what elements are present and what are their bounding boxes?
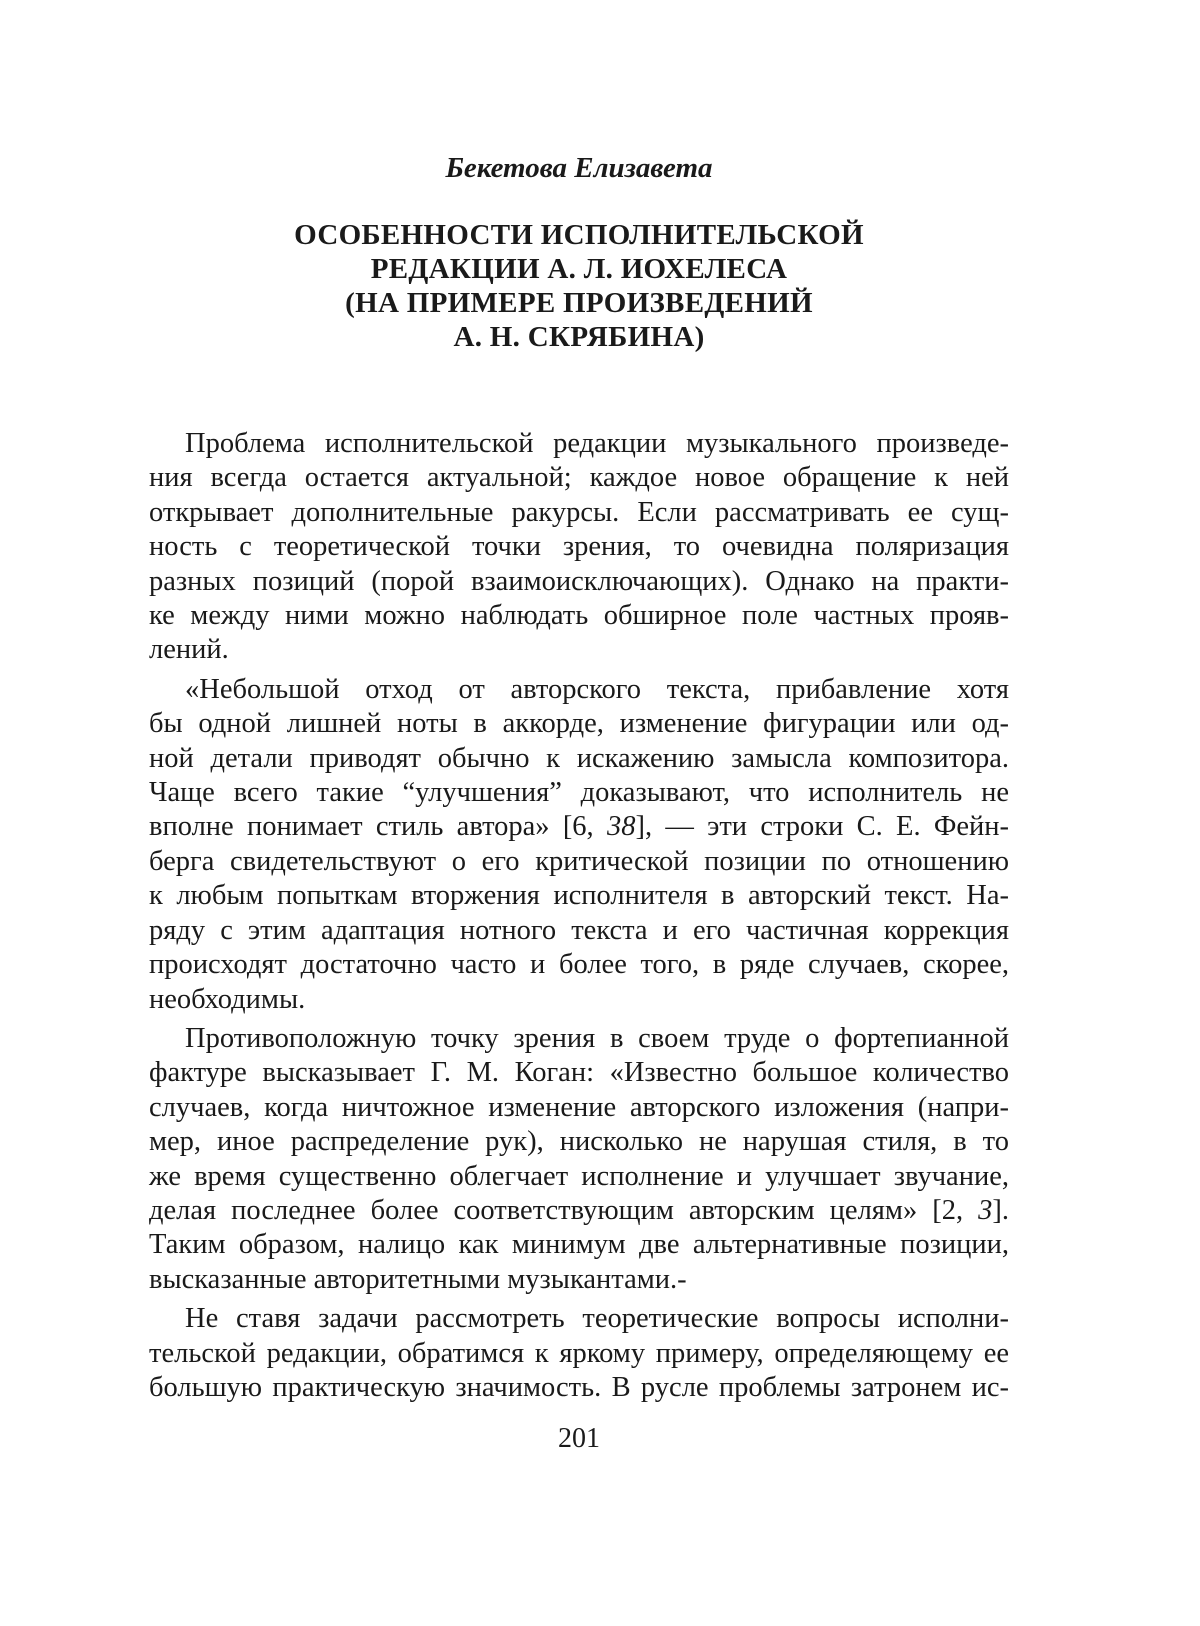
text-line: высказанные авторитетными музыкантами.-: [149, 1263, 1009, 1297]
text-line: «Небольшой отход от авторского текста, прибавление хотя: [149, 673, 1009, 707]
document-page: [149, 0, 1009, 1626]
text-line: Чаще всего такие “улучшения” доказывают, что исполнитель не: [149, 776, 1009, 810]
text-line: вполне понимает стиль автора» [6, 38], — эти строки С. Е. Фейн-: [149, 810, 1009, 844]
article-body: [149, 427, 1009, 1410]
text-line: ния всегда остается актуальной; каждое новое обращение к ней: [149, 461, 1009, 495]
text-line: ряду с этим адаптация нотного текста и его частичная коррекция: [149, 914, 1009, 948]
title-line: (НА ПРИМЕРЕ ПРОИЗВЕДЕНИЙ: [149, 286, 1009, 320]
text-line: происходят достаточно часто и более того, в ряде случаев, скорее,: [149, 948, 1009, 982]
text-line: к любым попыткам вторжения исполнителя в авторский текст. На-: [149, 879, 1009, 913]
text-line: берга свидетельствуют о его критической позиции по отношению: [149, 845, 1009, 879]
text-line: же время существенно облегчает исполнение и улучшает звучание,: [149, 1160, 1009, 1194]
text-line: ность с теоретической точки зрения, то очевидна поляризация: [149, 530, 1009, 564]
text-line: бы одной лишней ноты в аккорде, изменение фигурации или од-: [149, 707, 1009, 741]
text-line: ке между ними можно наблюдать обширное поле частных прояв-: [149, 599, 1009, 633]
paragraph: [149, 1022, 1009, 1297]
text-line: разных позиций (порой взаимоисключающих). Однако на практи-: [149, 565, 1009, 599]
author-name: Бекетова Елизавета: [149, 150, 1009, 186]
text-line: фактуре высказывает Г. М. Коган: «Известно большое количество: [149, 1056, 1009, 1090]
text-line: Проблема исполнительской редакции музыкального произведе-: [149, 427, 1009, 461]
paragraph: [149, 427, 1009, 668]
text-line: Противоположную точку зрения в своем труде о фортепианной: [149, 1022, 1009, 1056]
text-line: случаев, когда ничтожное изменение авторского изложения (напри-: [149, 1091, 1009, 1125]
title-line: ОСОБЕННОСТИ ИСПОЛНИТЕЛЬСКОЙ: [149, 218, 1009, 252]
title-line: РЕДАКЦИИ А. Л. ИОХЕЛЕСА: [149, 252, 1009, 286]
text-line: ной детали приводят обычно к искажению замысла композитора.: [149, 742, 1009, 776]
text-line: лений.: [149, 633, 1009, 667]
text-line: тельской редакции, обратимся к яркому примеру, определяющему ее: [149, 1337, 1009, 1371]
text-line: открывает дополнительные ракурсы. Если рассматривать ее сущ-: [149, 496, 1009, 530]
paragraph: [149, 1302, 1009, 1405]
title-line: А. Н. СКРЯБИНА): [149, 320, 1009, 354]
text-line: необходимы.: [149, 983, 1009, 1017]
text-line: Не ставя задачи рассмотреть теоретические вопросы исполни-: [149, 1302, 1009, 1336]
text-line: большую практическую значимость. В русле проблемы затронем ис-: [149, 1371, 1009, 1405]
page-number: 201: [149, 1422, 1009, 1456]
paragraph: [149, 673, 1009, 1017]
text-line: Таким образом, налицо как минимум две альтернативные позиции,: [149, 1228, 1009, 1262]
text-line: мер, иное распределение рук), нисколько не нарушая стиля, в то: [149, 1125, 1009, 1159]
text-line: делая последнее более соответствующим авторским целям» [2, 3].: [149, 1194, 1009, 1228]
article-title: [149, 218, 1009, 354]
